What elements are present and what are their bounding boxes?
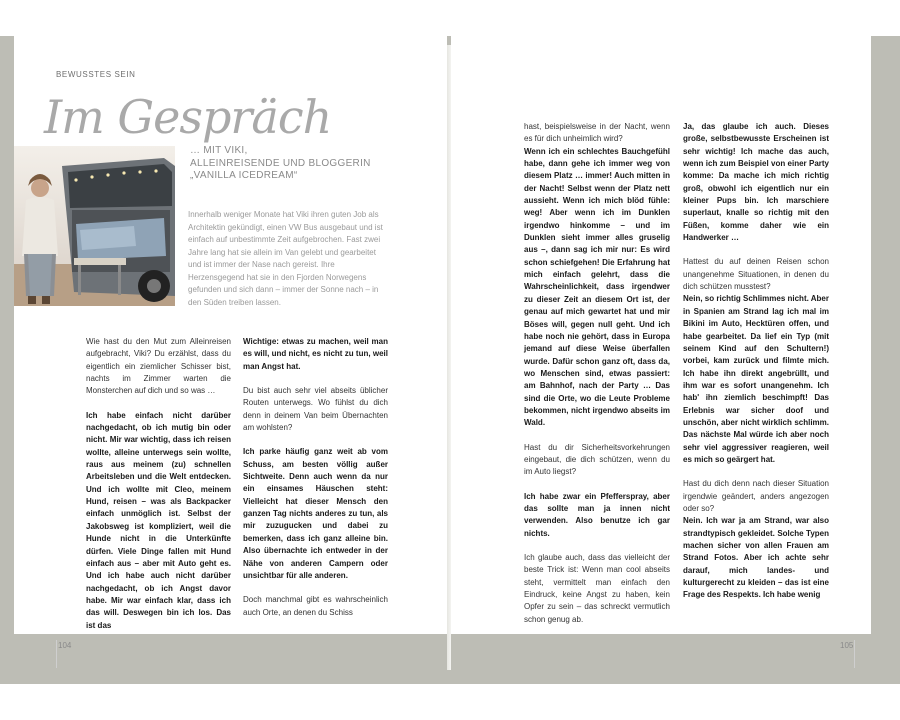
subtitle-line-3: „VANILLA ICEDREAM“ bbox=[190, 170, 298, 181]
van-photo-illustration bbox=[14, 146, 175, 306]
answer: Ich habe einfach nicht darüber nachgedacht, ob ich mutig bin oder nicht. Mir war wichtig, dass ich reisen wollte, alleine unterwegs sein wollte, raus aus meinem (zu) schnellen Arbeitsleben und die Welt entdecken. Und ich wollte mit Cleo, meinem Hund, reisen – was als Backpacker einfach unmöglich ist. Selbst der Jakobsweg ist kompliziert, weil die Hunde nicht in die Unterkünfte dürfen. Viele Dinge fallen mit Hund einfach aus – aber mit Auto geht es. Und ich habe auch nicht darüber nachgedacht, ob ich Angst davor habe. Mir war einfach klar, dass ich das will. Deswegen bin ich los. Das ist das bbox=[86, 410, 231, 630]
page-number-left: 104 bbox=[58, 641, 72, 650]
answer: Nein. Ich war ja am Strand, war also strandtypisch gekleidet. Solche Typen machen sicher von allen Frauen am Strand Fotos. Aber ich achte sehr darauf, mich landes- und kulturgerecht zu kleiden – das ist eine Frage des Respekts. Ich habe wenig bbox=[683, 516, 829, 600]
answer: Ich habe zwar ein Pfefferspray, aber das sollte man ja innen nicht verwenden. Also benutze ich gar nichts. bbox=[524, 491, 670, 538]
article-title: Im Gespräch bbox=[44, 90, 332, 144]
subtitle-line-2: ALLEINREISENDE UND BLOGGERIN bbox=[190, 157, 371, 169]
question: Doch manchmal gibt es wahrscheinlich auch Orte, an denen du Schiss bbox=[243, 595, 388, 617]
text-column-3 bbox=[524, 121, 670, 626]
van-photo bbox=[14, 146, 175, 306]
answer: Ja, das glaube ich auch. Dieses große, selbstbewusste Erscheinen ist sehr wichtig! Ich mache das auch, wenn ich zum Beispiel von einer Party komme: Da mache ich mich richtig groß, obwohl ich eigentlich nur ein kleiner Pups bin. Ich marschiere superlaut, knalle so richtig mit den Füßen, komme daher wie ein Handwerker … bbox=[683, 122, 829, 243]
question: Hast du dir Sicherheitsvorkehrungen eingebaut, die dich schützen, wenn du im Auto liegst? bbox=[524, 442, 670, 477]
subtitle-line-1: … MIT VIKI, bbox=[190, 145, 248, 156]
text-column-1 bbox=[86, 336, 231, 632]
book-gutter bbox=[447, 45, 451, 670]
page-number-rule-right bbox=[854, 640, 855, 668]
answer: Nein, so richtig Schlimmes nicht. Aber in Spanien am Strand lag ich mal im Bikini im Auto, Hecktüren offen, und habe gearbeitet. Da lief ein Typ (mit seinem Kind auf den Schultern!) vorbei, kam zurück und filmte mich. Ich habe ihn direkt angebrüllt, und ihm war es sofort unangenehm. Ich hab' ihn ziemlich beschimpft! Das Erlebnis war sicher doof und unschön, aber nicht wirklich schlimm. Das nächste Mal würde ich aber noch sehr viel aggressiver reagieren, weil es mich so geärgert hat. bbox=[683, 294, 829, 464]
question: Wie hast du den Mut zum Alleinreisen aufgebracht, Viki? Du erzählst, dass du eigentlich ein ziemlicher Schisser bist, nachts im Zimmer warten die Monsterchen auf dich und so was … bbox=[86, 337, 231, 396]
question: Du bist auch sehr viel abseits üblicher Routen unterwegs. Wo fühlst du dich denn in deinem Van beim Übernachten am wohlsten? bbox=[243, 386, 388, 433]
answer: Wenn ich ein schlechtes Bauchgefühl habe, dann gehe ich immer weg von diesem Platz … immer! Auch mitten in der Nacht! Selbst wenn der Platz nett aussieht. Wenn ich mich blöd fühle: weg! Aber wenn ich im Dunklen irgendwo hinkomme – und im Dunklen sieht immer alles gruselig aus –, dann sag ich mir nur: Es wird schon schiefgehen! Die Erfahrung hat mich einfach gelehrt, dass die Wahrscheinlichkeit, dass irgendwer zu dieser Zeit an diesem Ort ist, der genau auf mich gewartet hat und mir Böses will, gegen null geht. Und ich habe noch nie gehört, dass in Europa jemand auf diese Weise überfallen wurde. Dafür schon ganz oft, dass da, wo Menschen sind, etwas passiert: am Bahnhof, nach der Party … Das sind die Orte, wo die Leute Probleme bekommen, nicht irgendwo abseits im Wald. bbox=[524, 146, 670, 428]
answer: Ich parke häufig ganz weit ab vom Schuss, am besten völlig außer Sichtweite. Denn auch wenn da nur ein einsames Häuschen steht: Vielleicht hat dieser Mensch den ganzen Tag nichts anderes zu tun, als mir zuzugucken und dabei zu bemerken, dass ich ganz alleine bin. Also übernachte ich entweder in der Nähe von anderen Campern oder unsichtbar für alle anderen. bbox=[243, 447, 388, 580]
intro-paragraph: Innerhalb weniger Monate hat Viki ihren guten Job als Architektin gekündigt, einen VW Bus ausgebaut und ist einfach auf unbestimmte Zeit aufgebrochen. Fast zwei Jahre lang hat sie allein im Van gelebt und gearbeitet und ist immer der Nase nach gereist. Ihre Herzensgegend hat sie in den Fjorden Norwegens gefunden und sich dann – immer der Sonne nach – in den Süden treiben lassen. bbox=[188, 210, 383, 307]
question: Hattest du auf deinen Reisen schon unangenehme Situationen, in denen du dich schützen musstest? bbox=[683, 257, 829, 292]
text-column-4 bbox=[683, 121, 829, 602]
text-column-2 bbox=[243, 336, 388, 619]
question: hast, beispielsweise in der Nacht, wenn es für dich unheimlich wird? bbox=[524, 122, 670, 144]
page-number-right: 105 bbox=[840, 641, 854, 650]
question: Ich glaube auch, dass das vielleicht der beste Trick ist: Wenn man cool abseits steht, vermittelt man einfach den Eindruck, keine Angst zu haben, kein Opfer zu sein – das schreckt vermutlich schon genug ab. bbox=[524, 553, 670, 624]
article-subtitle bbox=[190, 145, 405, 183]
section-label: BEWUSSTES SEIN bbox=[56, 70, 136, 79]
page-number-rule-left bbox=[56, 640, 57, 668]
question: Hast du dich denn nach dieser Situation irgendwie geändert, anders angezogen oder so? bbox=[683, 479, 829, 513]
answer: Wichtige: etwas zu machen, weil man es will, und nicht, es nicht zu tun, weil man Angst hat. bbox=[243, 337, 388, 371]
